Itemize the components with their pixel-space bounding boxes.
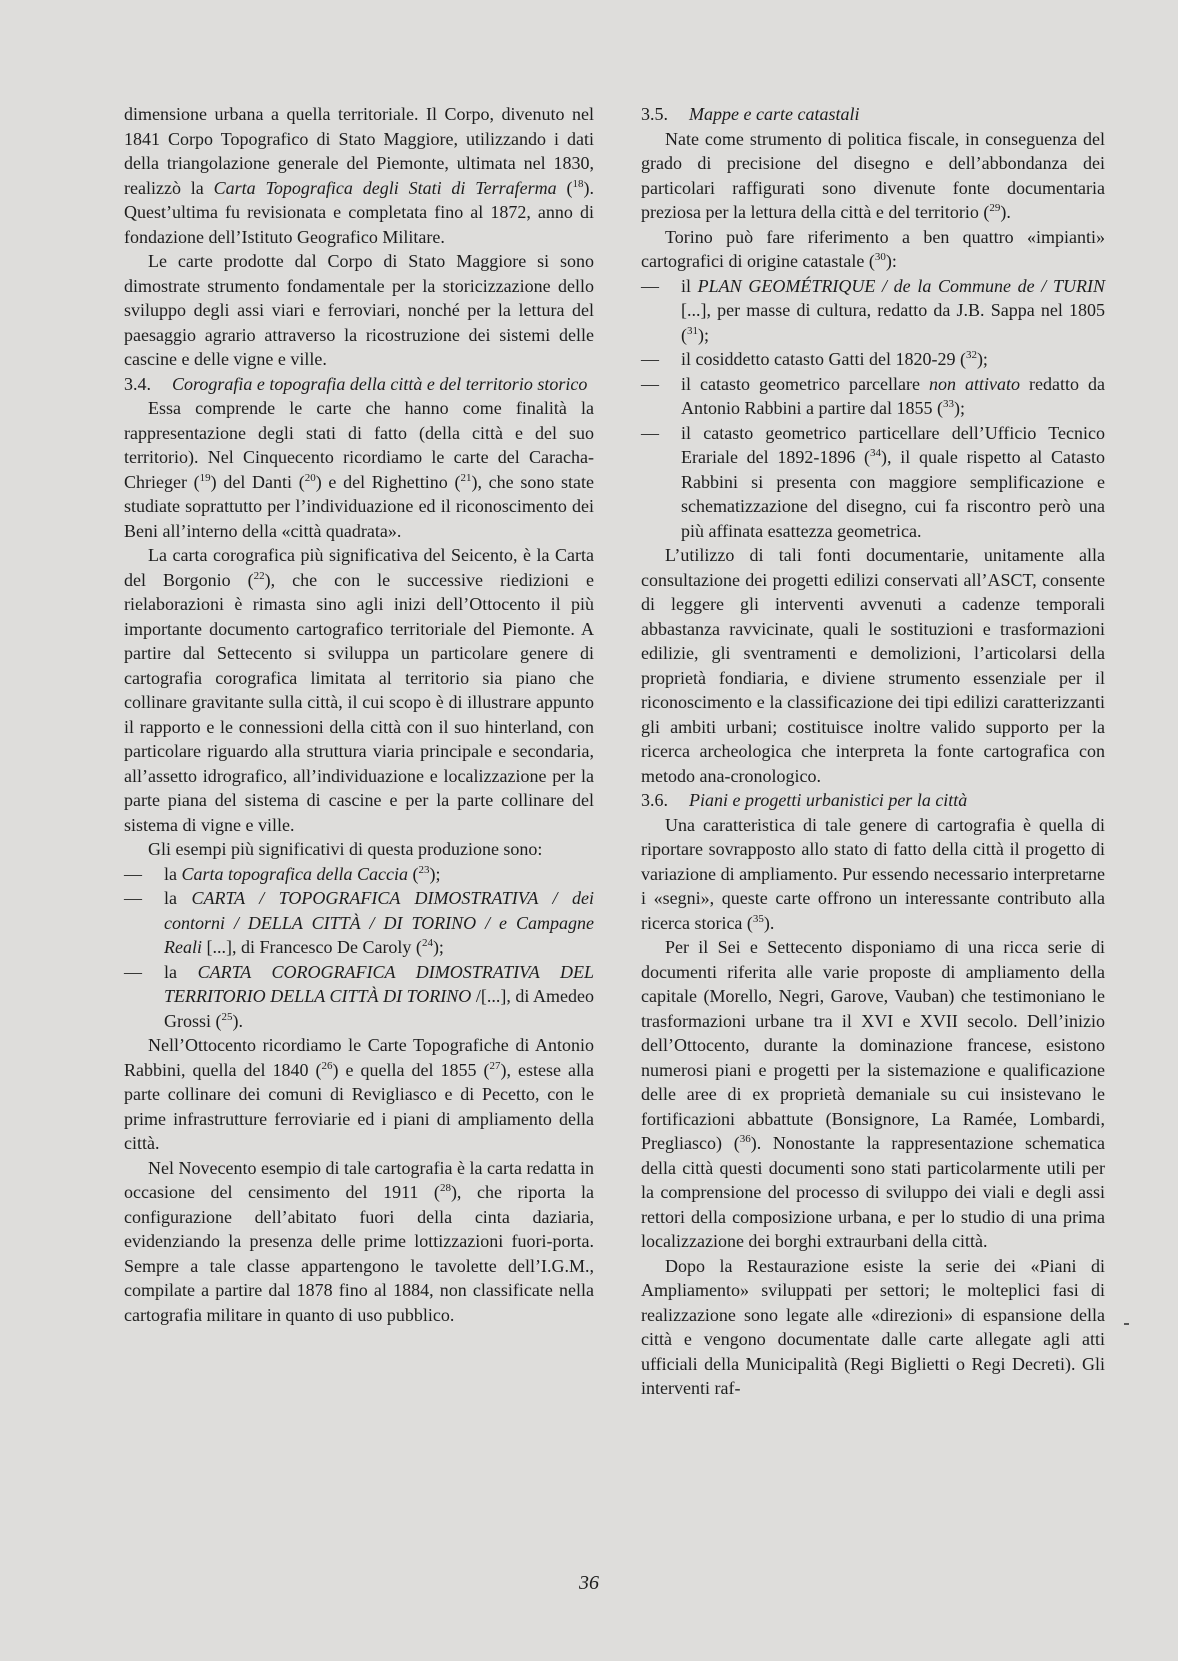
section-heading-3-4: 3.4. Corografia e topografia della città e del territorio storico bbox=[124, 373, 588, 394]
scan-mark bbox=[1124, 1323, 1129, 1325]
right-column bbox=[641, 102, 1105, 1401]
paragraph: La carta corografica più significativa del Seicento, è la Carta del Borgonio ($^{22}$), che con le successive riedizioni e rielaborazioni è rimasta sino agli inizi dell’Ottocento il più importante documento cartografico territoriale del Piemonte. A partire dal Settecento si sviluppa un particolare genere di cartografia corografica limitata al territorio sia piano che collinare gravitante sulla città, il cui scopo è di illustrare appunto il rapporto e le connessioni della città con il suo hinterland, con particolare riguardo alla struttura viaria principale e secondaria, all’assetto idrografico, all’individuazione e localizzazione per la parte piana del sistema di cascine e per la parte collinare del sistema di vigne e ville. bbox=[124, 545, 594, 835]
paragraph: Torino può fare riferimento a ben quattro «impianti» cartografici di origine catastale ($^{30}$): bbox=[641, 226, 1105, 271]
page-number: 36 bbox=[579, 1572, 599, 1594]
list-item: — il cosiddetto catasto Gatti del 1820-29 ($^{32}$); bbox=[641, 349, 988, 369]
list-item: — il catasto geometrico particellare dell’Ufficio Tecnico Erariale del 1892-1896 ($^{34}$), il quale rispetto al Catasto Rabbini si presenta con maggiore semplificazione e schematizzazione del disegno, cui fa riscontro però una più affinata esattezza geometrica. bbox=[641, 422, 1106, 541]
paragraph: Le carte prodotte dal Corpo di Stato Maggiore si sono dimostrate strumento fondamentale per la storicizzazione dello sviluppo degli assi viari e ferroviari, nonché per la lettura del paesaggio agrario attraverso la ricostruzione dei sistemi delle cascine e delle vigne e ville. bbox=[124, 251, 594, 369]
list-item: — la CARTA / TOPOGRAFICA DIMOSTRATIVA / dei contorni / DELLA CITTÀ / DI TORINO / e Campagne Reali [...], di Francesco De Caroly ($^{24}$); bbox=[124, 888, 594, 957]
paragraph: Nate come strumento di politica fiscale, in conseguenza del grado di precisione del disegno e dell’abbondanza dei particolari raffigurati sono divenute fonte documentaria preziosa per la lettura della città e del territorio ($^{29}$). bbox=[641, 128, 1105, 222]
left-column bbox=[124, 102, 594, 1327]
paragraph: Dopo la Restaurazione esiste la serie dei «Piani di Ampliamento» sviluppati per settori; le molteplici fasi di realizzazione sono legate alle «direzioni» di espansione della città e vengono documentate dalle carte allegate agli atti ufficiali della Municipalità (Regi Biglietti o Regi Decreti). Gli interventi raf- bbox=[641, 1255, 1105, 1398]
paragraph: Nel Novecento esempio di tale cartografia è la carta redatta in occasione del censimento del 1911 ($^{28}$), che riporta la configurazione dell’abitato fuori della cinta daziaria, evidenziando la presenza delle prime lottizzazioni fuori-porta. Sempre a tale classe appartengono le tavolette dell’I.G.M., compilate a partire dal 1878 fino al 1884, non classificate nella cartografia militare in quanto di uso pubblico. bbox=[124, 1157, 594, 1325]
paragraph: Nell’Ottocento ricordiamo le Carte Topografiche di Antonio Rabbini, quella del 1840 ($^{26}$) e quella del 1855 ($^{27}$), estese alla parte collinare dei comuni di Revigliasco e di Pecetto, con le prime infrastrutture ferroviarie ed i piani di ampliamento della città. bbox=[124, 1035, 595, 1153]
paragraph: Gli esempi più significativi di questa produzione sono: bbox=[148, 839, 543, 859]
paragraph: dimensione urbana a quella territoriale. Il Corpo, divenuto nel 1841 Corpo Topografico di Stato Maggiore, utilizzando i dati della triangolazione generale del Piemonte, ultimata nel 1830, realizzò la Carta Topografica degli Stati di Terraferma ($^{18}$). Quest’ultima fu revisionata e completata fino al 1872, anno di fondazione dell’Istituto Geografico Militare. bbox=[124, 104, 594, 247]
list-item: — il catasto geometrico parcellare non attivato redatto da Antonio Rabbini a partire dal 1855 ($^{33}$); bbox=[641, 373, 1105, 418]
section-heading-3-5: 3.5. Mappe e carte catastali bbox=[641, 104, 860, 124]
list-item: — il PLAN GEOMÉTRIQUE / de la Commune de / TURIN [...], per masse di cultura, redatto da J.B. Sappa nel 1805 ($^{31}$); bbox=[641, 275, 1105, 345]
paragraph: L’utilizzo di tali fonti documentarie, unitamente alla consultazione dei progetti edilizi conservati all’ASCT, consente di leggere gli interventi avvenuti a cadenze temporali abbastanza ravvicinate, quali le sostituzioni e trasformazioni edilizie, gli sventramenti e demolizioni, l’articolarsi della proprietà fondiaria, e diviene strumento essenziale per il riconoscimento e la classificazione dei tipi edilizi caratterizzanti gli ambiti urbani; costituisce inoltre valido supporto per la ricerca archeologica che interpreta la fonte cartografica con metodo ana-cronologico. bbox=[641, 545, 1105, 786]
list-item: — la CARTA COROGRAFICA DIMOSTRATIVA DEL TERRITORIO DELLA CITTÀ DI TORINO /[...], di Amedeo Grossi ($^{25}$). bbox=[124, 961, 594, 1031]
paragraph: Essa comprende le carte che hanno come finalità la rappresentazione degli stati di fatto (della città e del suo territorio). Nel Cinquecento ricordiamo le carte del Caracha-Chrieger ($^{19}$) del Danti ($^{20}$) e del Righettino ($^{21}$), che sono state studiate soprattutto per l’individuazione ed il riconoscimento dei Beni all’interno della «città quadrata». bbox=[124, 398, 595, 541]
paragraph: Per il Sei e Settecento disponiamo di una ricca serie di documenti riferita alle varie proposte di ampliamento della capitale (Morello, Negri, Garove, Vauban) che testimoniano le trasformazioni urbane tra il XVI e XVII secolo. Dell’inizio dell’Ottocento, durante la dominazione francese, esistono numerosi piani e progetti per la sistemazione e qualificazione delle aree di ex proprietà demaniale su cui insistevano le fortificazioni abbattute (Bonsignore, La Ramée, Lombardi, Pregliasco) ($^{36}$). Nonostante la rappresentazione schematica della città questi documenti sono stati particolarmente utili per la comprensione del processo di sviluppo dei viali e degli assi rettori della composizione urbana, e per lo studio di una prima localizzazione dei borghi extraurbani della città. bbox=[641, 937, 1105, 1251]
section-heading-3-6: 3.6. Piani e progetti urbanistici per la città bbox=[641, 790, 968, 810]
list-item: — la Carta topografica della Caccia ($^{23}$); bbox=[124, 863, 441, 884]
paragraph: Una caratteristica di tale genere di cartografia è quella di riportare sovrapposto allo stato di fatto della città il progetto di variazione di ampliamento. Pur essendo necessario interpretarne i «segni», queste carte offrono un interessante contributo alla ricerca storica ($^{35}$). bbox=[641, 814, 1105, 933]
